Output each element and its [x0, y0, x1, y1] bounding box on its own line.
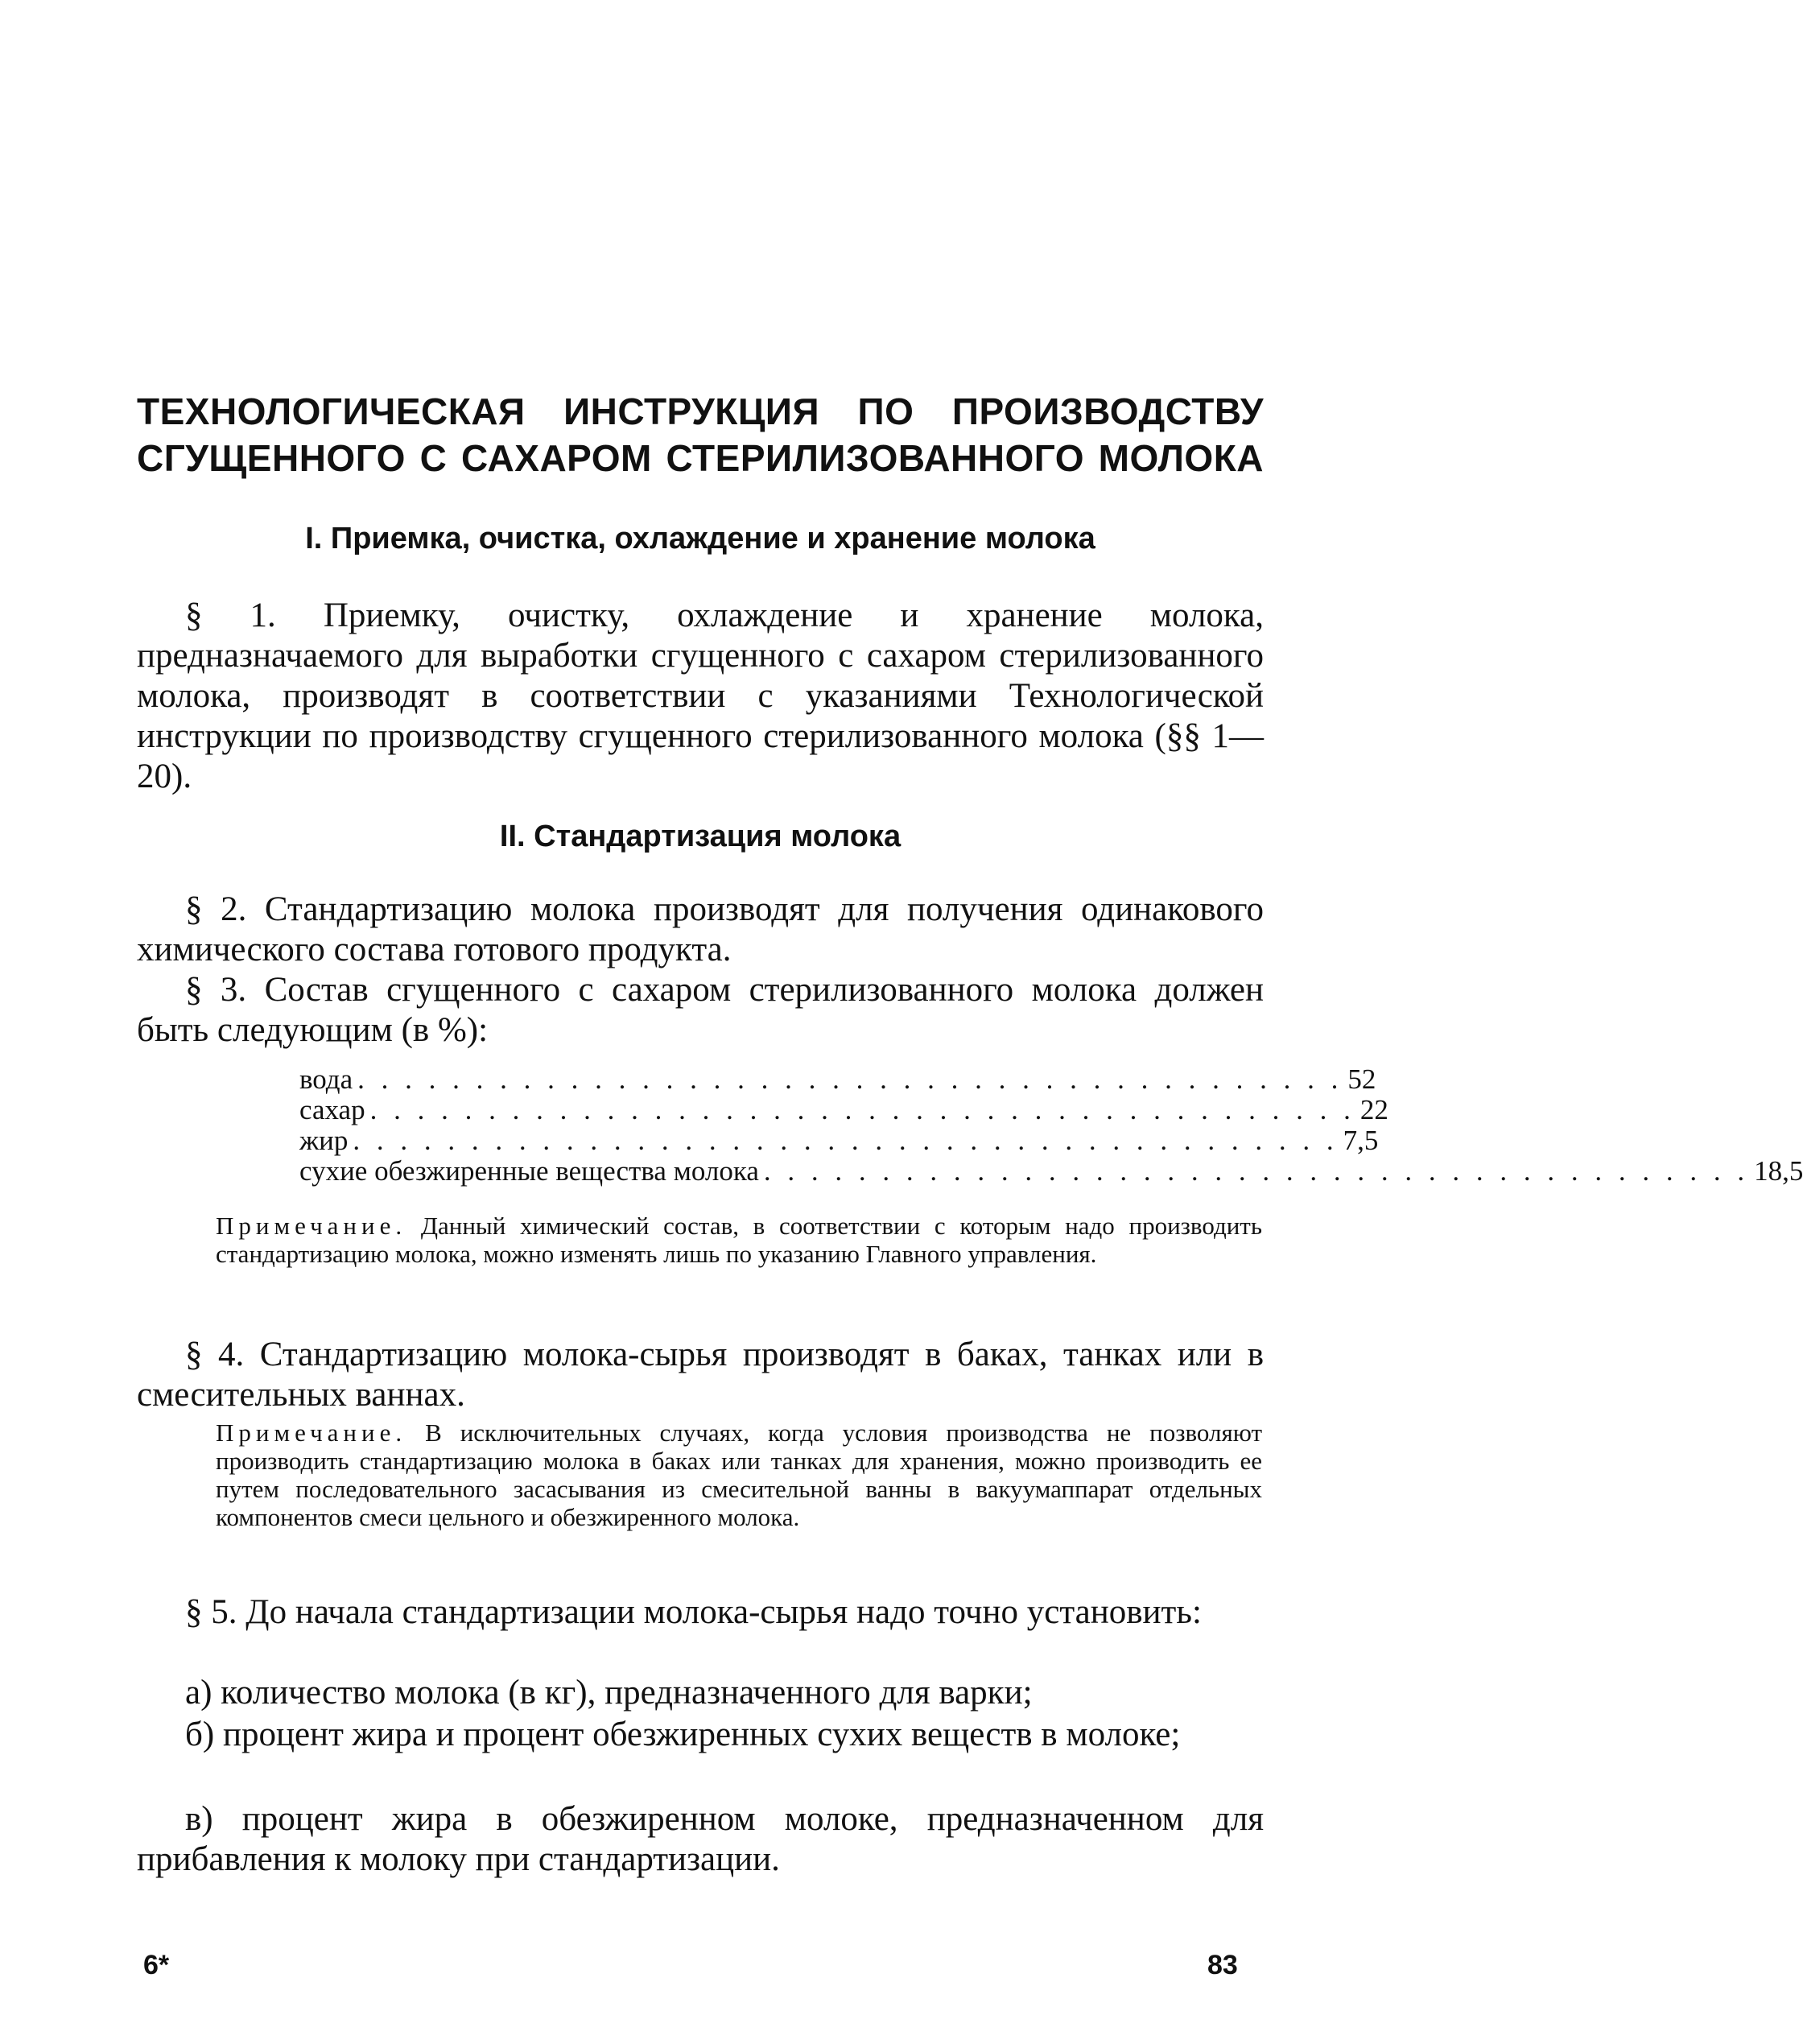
composition-label: сахар	[299, 1094, 365, 1125]
paragraph-4-text: § 4. Стандартизацию молока-сырья производят в баках, танках или в смесительных ваннах.	[137, 1336, 1264, 1414]
note-2-label: Примечание.	[216, 1418, 407, 1447]
paragraph-5-text: § 5. До начала стандартизации молока-сырья надо точно установить:	[185, 1593, 1202, 1631]
composition-row: вода . . . . . . . . . . . . . . . . . . . . . . . . . . . . . . . . . . . . . . . . . . 52	[299, 1063, 1376, 1095]
paragraph-1-text: § 1. Приемку, очистку, охлаждение и хранение молока, предназначаемого для выработки сгущенного с сахаром стерилизованного молока, производят в соответствии с указаниями Технологической инструкции по производству сгущенного стерилизованного молока (§§ 1—20).	[137, 597, 1264, 795]
paragraph-2-text: § 2. Стандартизацию молока производят для получения одинакового химического состава готового продукта.	[137, 890, 1264, 968]
list-item-a	[137, 1673, 1264, 1713]
paragraph-2	[137, 890, 1264, 970]
paragraph-1	[137, 596, 1264, 797]
paragraph-3	[137, 970, 1264, 1051]
composition-value: 18,5	[1754, 1155, 1803, 1187]
title-line-2: СГУЩЕННОГО С САХАРОМ СТЕРИЛИЗОВАННОГО МОЛОКА	[137, 437, 1264, 479]
note-1-label: Примечание.	[216, 1212, 407, 1240]
note-2	[216, 1418, 1262, 1531]
paragraph-3-text: § 3. Состав сгущенного с сахаром стерилизованного молока должен быть следующим (в %):	[137, 971, 1264, 1049]
list-item-a-text: а) количество молока (в кг), предназначенного для варки;	[185, 1674, 1033, 1712]
document-title	[137, 388, 1264, 481]
section-1-heading: I. Приемка, очистка, охлаждение и хранение молока	[305, 522, 1095, 555]
composition-row: сухие обезжиренные вещества молока . . . . . . . . . . . . . . . . . . . . . . . . . . . . . . . . . . . . . . . . . . 18,5	[299, 1155, 1803, 1187]
composition-row: жир . . . . . . . . . . . . . . . . . . . . . . . . . . . . . . . . . . . . . . . . . . 7,5	[299, 1125, 1379, 1156]
composition-label: жир	[299, 1125, 349, 1156]
composition-label: вода	[299, 1063, 353, 1095]
section-2-heading: II. Стандартизация молока	[499, 820, 902, 853]
list-item-c-text: в) процент жира в обезжиренном молоке, предназначенном для прибавления к молоку при стандартизации.	[137, 1800, 1264, 1878]
title-line-1: ТЕХНОЛОГИЧЕСКАЯ ИНСТРУКЦИЯ ПО ПРОИЗВОДСТВУ	[137, 390, 1264, 432]
signature-mark: 6*	[143, 1950, 170, 1980]
composition-value: 52	[1347, 1063, 1376, 1095]
note-1	[216, 1212, 1262, 1268]
page-number: 83	[1207, 1950, 1238, 1980]
paragraph-4	[137, 1335, 1264, 1415]
note-1-text: Данный химический состав, в соответствии с которым надо производить стандартизацию молока, можно изменять лишь по указанию Главного управления.	[216, 1212, 1262, 1268]
list-item-b	[137, 1715, 1264, 1755]
composition-label: сухие обезжиренные вещества молока	[299, 1155, 759, 1187]
note-2-text: В исключительных случаях, когда условия производства не позволяют производить стандартизацию молока в баках или танках для хранения, можно производить ее путем последовательного засасывания из смесительной ванны в вакуумаппарат отдельных компонентов смеси цельного и обезжиренного молока.	[216, 1418, 1262, 1531]
composition-value: 22	[1359, 1094, 1388, 1125]
composition-row: сахар . . . . . . . . . . . . . . . . . . . . . . . . . . . . . . . . . . . . . . . . . . 22	[299, 1094, 1388, 1125]
paragraph-5	[137, 1592, 1264, 1633]
composition-list	[299, 1063, 1803, 1187]
list-item-b-text: б) процент жира и процент обезжиренных сухих веществ в молоке;	[185, 1716, 1181, 1753]
list-item-c	[137, 1799, 1264, 1880]
composition-value: 7,5	[1343, 1125, 1379, 1156]
